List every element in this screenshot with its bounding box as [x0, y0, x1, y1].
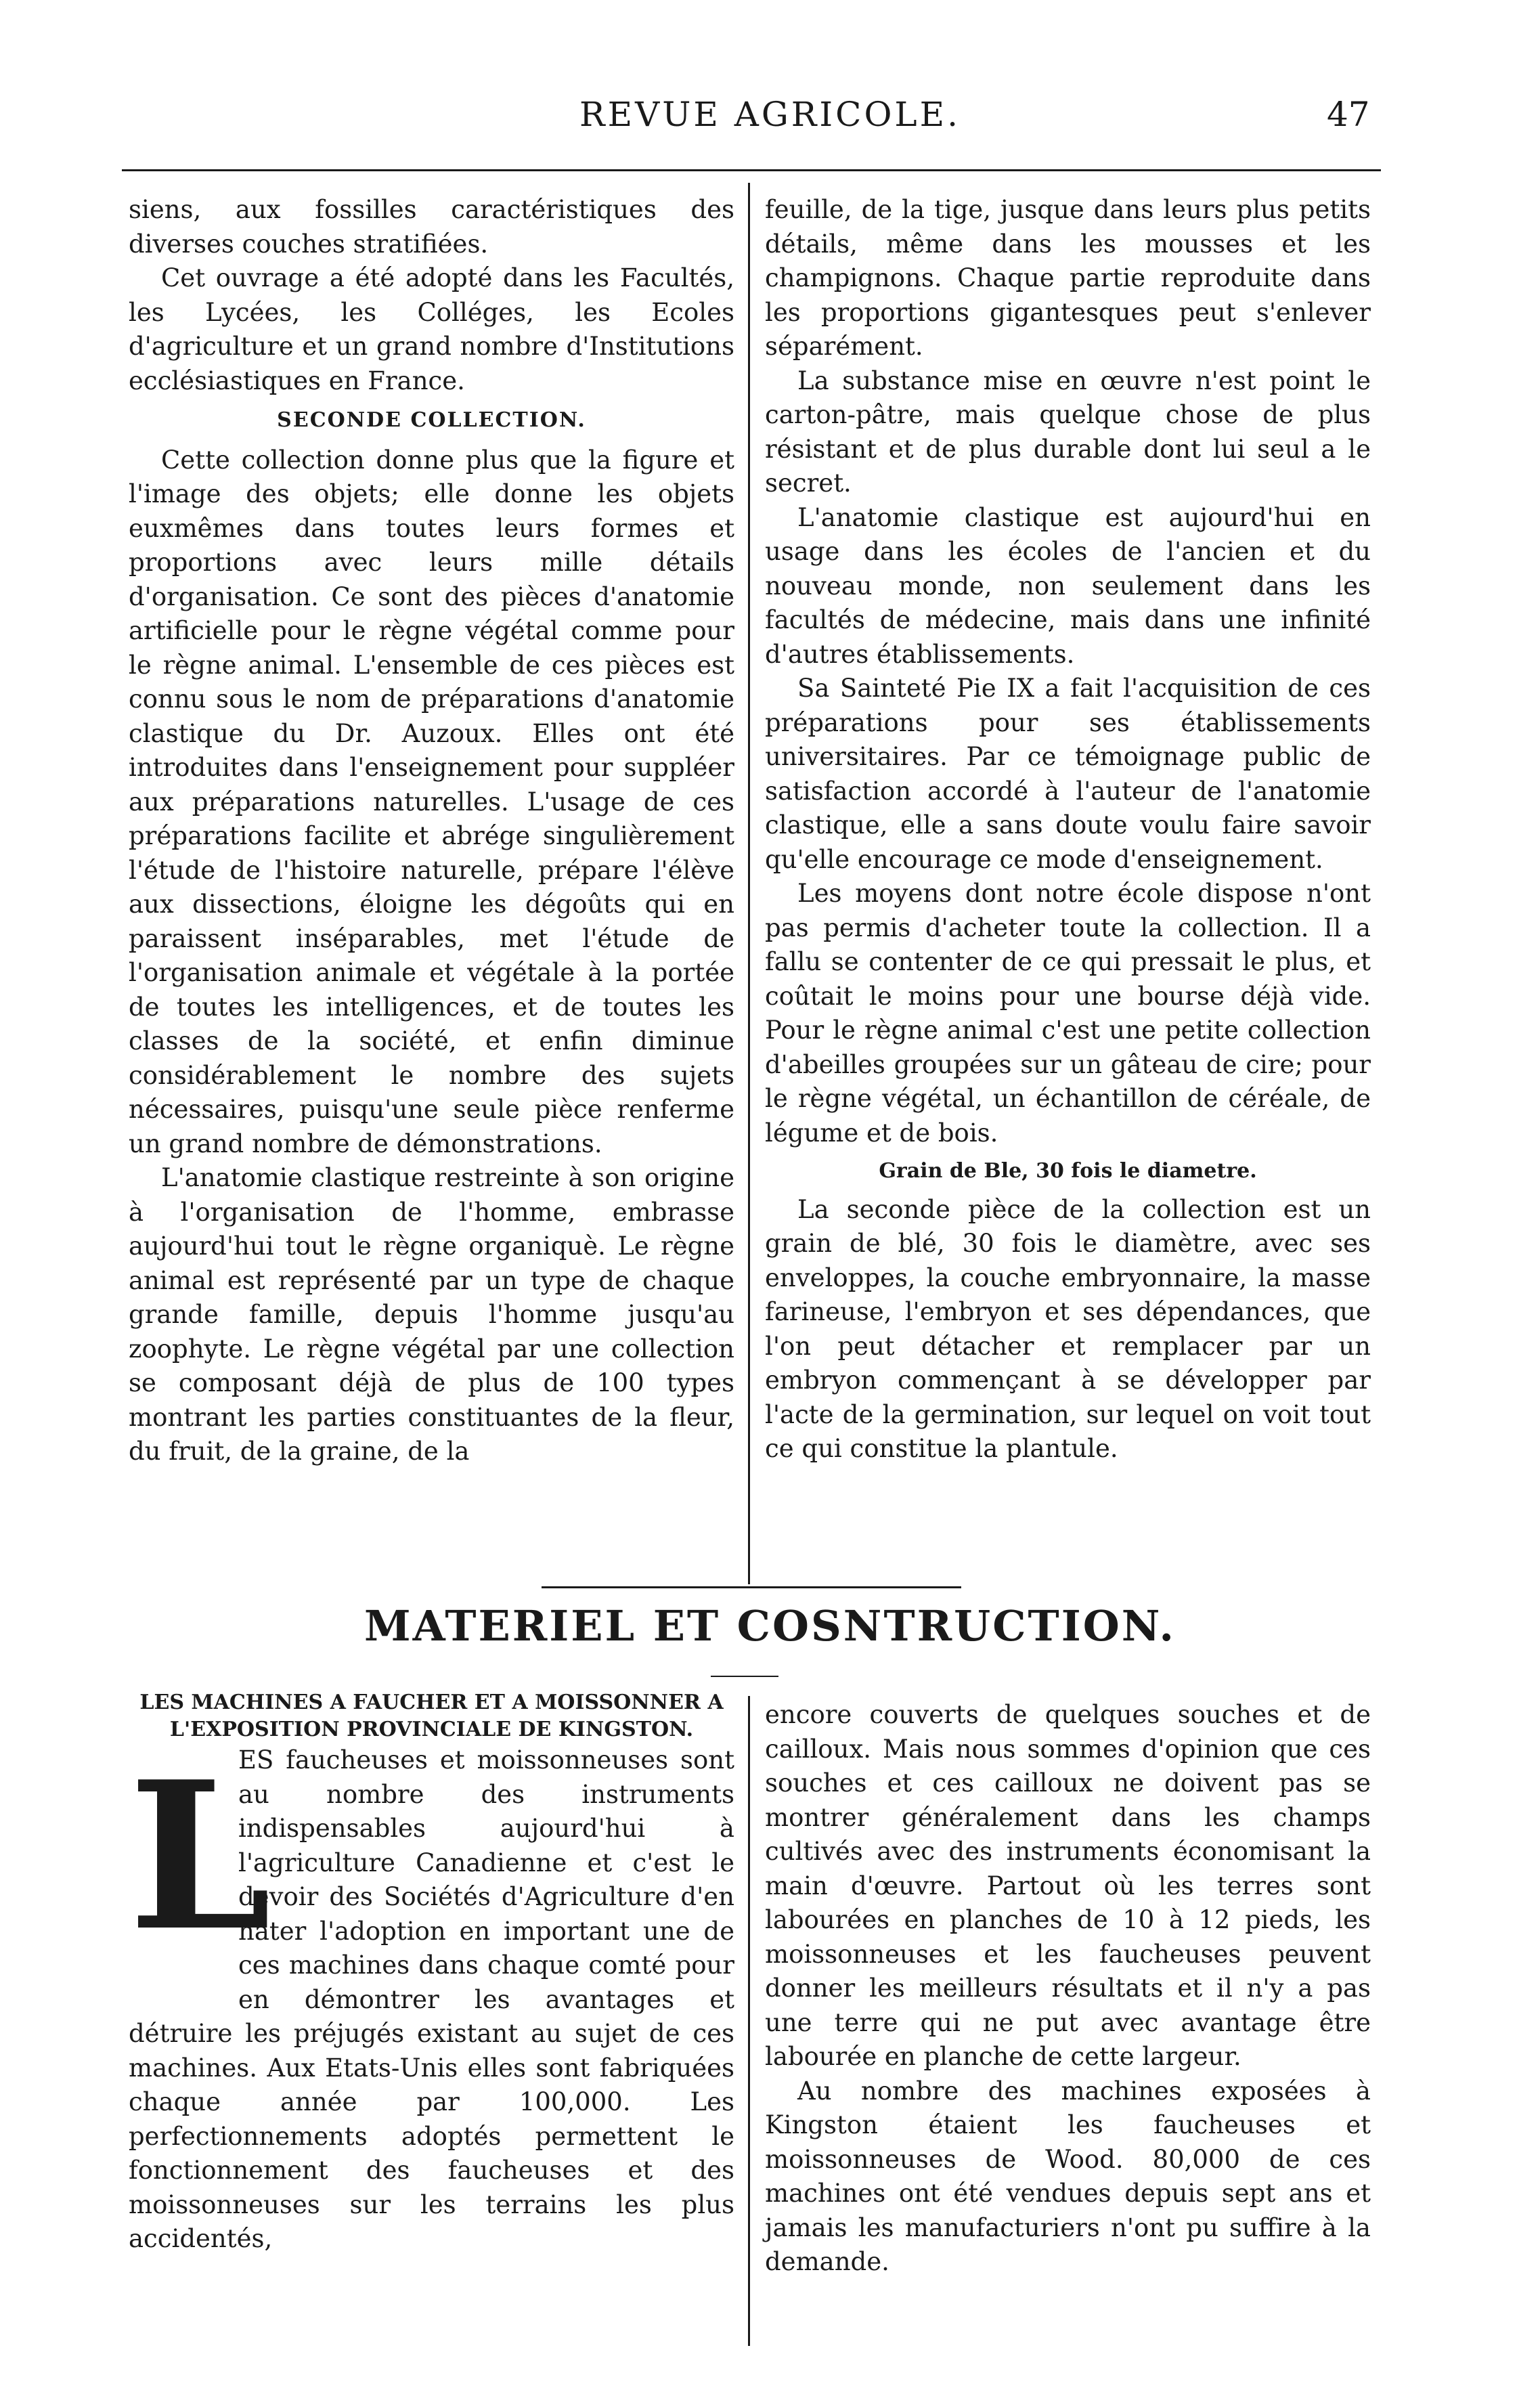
- paragraph: L'anatomie clastique est aujourd'hui en usage dans les écoles de l'ancien et du nouveau monde, non seulement dans les facultés de médecine, mais dans une infinité d'autres établissements.: [765, 502, 1371, 669]
- paragraph: ES faucheuses et moissonneuses sont au nombre des instruments indispensables aujourd'hui à l'agriculture Canadienne et c'est le devoir des Sociétés d'Agriculture d'en hâter l'adoption en important une de ces machines dans chaque comté pour en démontrer les avantages et détruire les préjugés existant au sujet de ces machines. Aux Etats-Unis elles sont fabriquées chaque année par 100,000. Les perfectionnements adoptés permettent le fonctionnement des faucheuses et des moissonneuses sur les terrains les plus accidentés,: [129, 1745, 734, 2253]
- paragraph: Cette collection donne plus que la figure et l'image des objets; elle donne les objets euxmêmes dans toutes leurs formes et proportions avec leurs mille détails d'organisation. Ce sont des pièces d'anatomie artificielle pour le règne végétal comme pour le règne animal. L'ensemble de ces pièces est connu sous le nom de préparations d'anatomie clastique du Dr. Auzoux. Elles ont été introduites dans l'enseignement pour suppléer aux préparations naturelles. L'usage de ces préparations facilite et abrége singulièrement l'étude de l'histoire naturelle, prépare l'élève aux dissections, éloigne les dégoûts qui en paraissent inséparables, met l'étude de l'organisation animale et végétale à la portée de toutes les intelligences, et de toutes les classes de la société, et enfin diminue considérablement le nombre des sujets nécessaires, puisqu'une seule pièce renferme un grand nombre de démonstrations.: [129, 445, 734, 1158]
- page-number: 47: [1327, 95, 1370, 134]
- paragraph: Cet ouvrage a été adopté dans les Facultés, les Lycées, les Colléges, les Ecoles d'agriculture et un grand nombre d'Institutions ecclésiastiques en France.: [129, 263, 734, 395]
- ornamental-dropcap: [129, 1737, 271, 2002]
- article-left-column: [129, 1689, 734, 2257]
- section-rule: [542, 1586, 961, 1588]
- header-rule: [122, 169, 1381, 171]
- article-right-column: [765, 1698, 1371, 2280]
- paragraph: Au nombre des machines exposées à Kingston étaient les faucheuses et moissonneuses de Wood. 80,000 de ces machines ont été vendues depuis sept ans et jamais les manufacturiers n'ont pu suffire à la demande.: [765, 2076, 1371, 2276]
- figure-caption: Grain de Ble, 30 fois le diametre.: [879, 1159, 1257, 1183]
- running-header: REVUE AGRICOLE.: [579, 95, 961, 134]
- paragraph: La substance mise en œuvre n'est point le carton-pâtre, mais quelque chose de plus résistant et de plus durable dont lui seul a le secret.: [765, 366, 1371, 498]
- paragraph: encore couverts de quelques souches et de cailloux. Mais nous sommes d'opinion que ces souches et ces cailloux ne doivent pas se montrer généralement dans les champs cultivés avec des instruments économisant la main d'œuvre. Partout où les terres sont labourées en planches de 10 à 12 pieds, les moissonneuses et les faucheuses peuvent donner les meilleurs résultats et il n'y a pas une terre qui ne put avec avantage être labourée en planche de cette largeur.: [765, 1700, 1371, 2071]
- paragraph: siens, aux fossilles caractéristiques des diverses couches stratifiées.: [129, 195, 734, 259]
- subheading: SECONDE COLLECTION.: [277, 408, 586, 432]
- paragraph: Les moyens dont notre école dispose n'ont pas permis d'acheter toute la collection. Il a fallu se contenter de ce qui pressait le plus, et coûtait le moins pour une bourse déjà vide. Pour le règne animal c'est une petite collection d'abeilles groupées sur un gâteau de cire; pour le règne végétal, un échantillon de céréale, de légume et de bois.: [765, 879, 1371, 1148]
- column-divider-top: [748, 183, 750, 1584]
- title-underline: [711, 1676, 778, 1677]
- paragraph: feuille, de la tige, jusque dans leurs plus petits détails, même dans les mousses et les champignons. Chaque partie reproduite dans les proportions gigantesques peut s'enlever séparément.: [765, 195, 1371, 361]
- paragraph: Sa Sainteté Pie IX a fait l'acquisition de ces préparations pour ses établissements universitaires. Par ce témoignage public de satisfaction accordé à l'auteur de l'anatomie clastique, elle a sans doute voulu faire savoir qu'elle encourage ce mode d'enseignement.: [765, 674, 1371, 874]
- left-column: [129, 193, 734, 1469]
- dropcap-letter: L: [129, 1737, 271, 1976]
- right-column: [765, 193, 1371, 1466]
- article-title: LES MACHINES A FAUCHER ET A MOISSONNER A L'EXPOSITION PROVINCIALE DE KINGSTON.: [139, 1691, 724, 1741]
- paragraph: La seconde pièce de la collection est un grain de blé, 30 fois le diamètre, avec ses enveloppes, la couche embryonnaire, la masse farineuse, l'embryon et ses dépendances, que l'on peut détacher et remplacer par un embryon commençant à se développer par l'acte de la germination, sur lequel on voit tout ce qui constitue la plantule.: [765, 1194, 1371, 1463]
- section-title: MATERIEL ET COSNTRUCTION.: [364, 1601, 1176, 1651]
- paragraph: L'anatomie clastique restreinte à son origine à l'organisation de l'homme, embrasse aujourd'hui tout le règne organiquè. Le règne animal est représenté par un type de chaque grande famille, depuis l'homme jusqu'au zoophyte. Le règne végétal par une collection se composant déjà de plus de 100 types montrant les parties constituantes de la fleur, du fruit, de la graine, de la: [129, 1163, 734, 1466]
- column-divider-bottom: [748, 1696, 750, 2346]
